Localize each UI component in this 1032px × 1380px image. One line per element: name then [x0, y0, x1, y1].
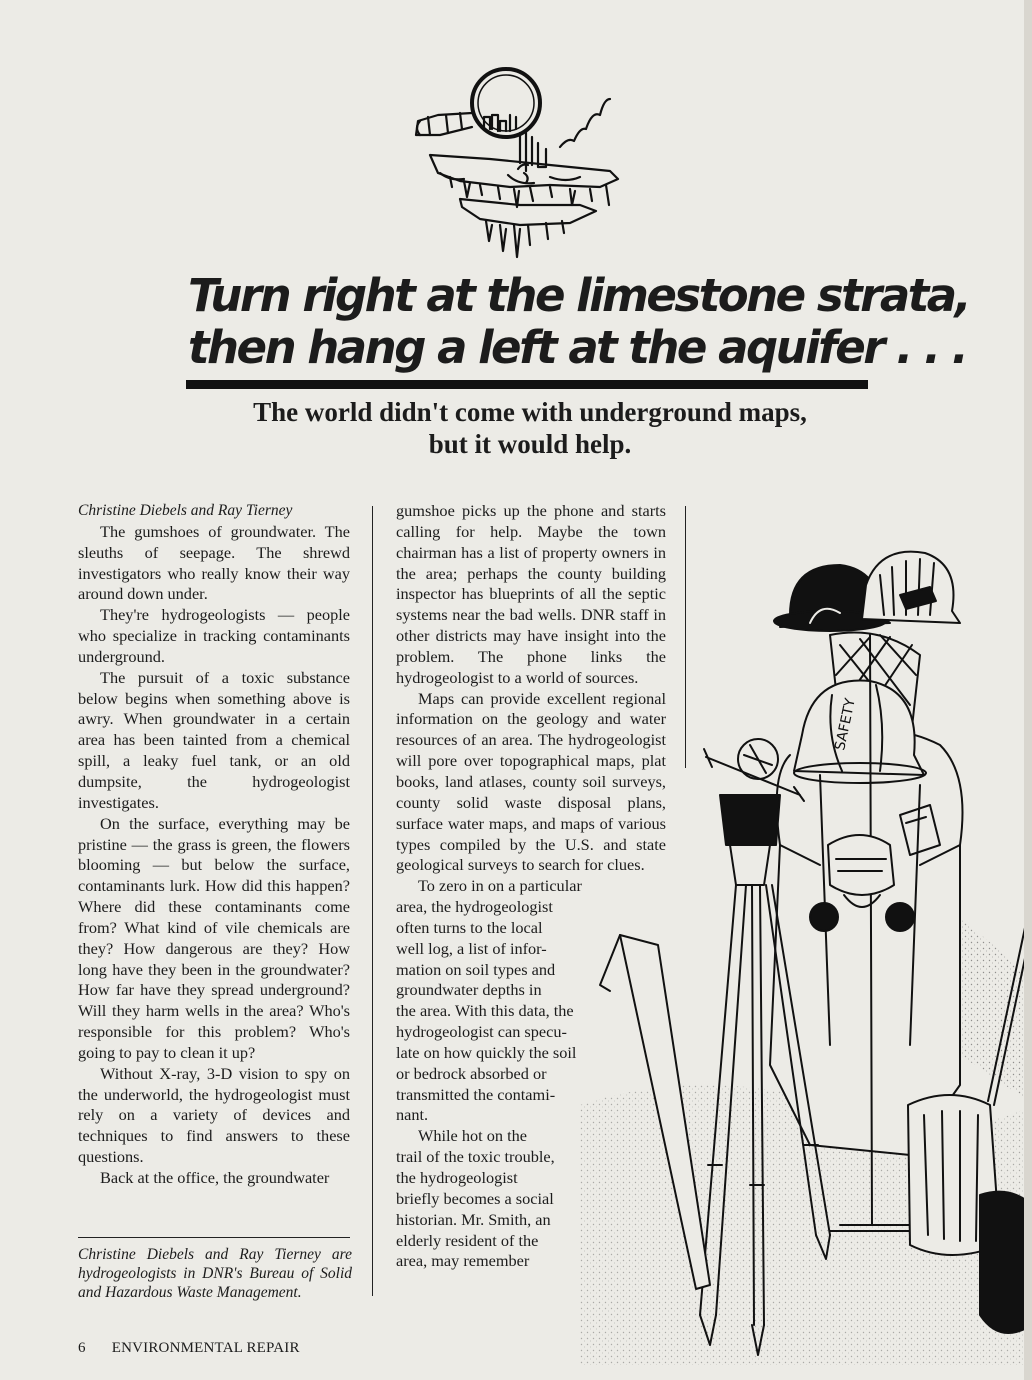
paragraph: They're hydrogeologists — people who specialize in tracking contaminants underground. — [78, 605, 350, 666]
paragraph: On the surface, everything may be pristine — the grass is green, the flowers blooming — but below the surface, contaminants lurk. How did this happen? Where did these contaminants come from? What kind of vile chemicals are they? How dangerous are they? How long have they been in the groundwater? How far have they spread underground? Will they harm wells in the area? Who's responsible for this problem? Who's going to pay to clean it up? — [78, 813, 350, 1062]
headline-line-2: then hang a left at the aquifer . . . — [188, 321, 967, 374]
text-line: late on how quickly the soil — [396, 1042, 577, 1062]
text-line: To zero in on a particular — [418, 876, 582, 896]
text-line: elderly resident of the — [396, 1230, 539, 1250]
article-column-left — [78, 501, 350, 1189]
text-line: briefly becomes a social — [396, 1188, 554, 1208]
author-bio: Christine Diebels and Ray Tierney are hydrogeologists in DNR's Bureau of Solid and Hazardous Waste Management. — [78, 1246, 352, 1301]
text-line: the area. With this data, the — [396, 1001, 574, 1021]
text-line: hydrogeologist can specu- — [396, 1022, 567, 1042]
paragraph: The pursuit of a toxic substance below begins when something above is awry. When groundwater in a certain area has been tainted from a chemical spill, a leaky fuel tank, or an old dumpsite, the hydrogeologist investigates. — [78, 667, 350, 812]
page-number: 6 — [78, 1340, 86, 1356]
bio-rule — [78, 1237, 350, 1238]
headline-line-1: Turn right at the limestone strata, — [188, 269, 970, 322]
paragraph: Back at the office, the groundwater — [100, 1168, 330, 1187]
magnifier-strata-illustration — [400, 55, 640, 260]
text-line: groundwater depths in — [396, 980, 542, 1000]
text-line: area, the hydrogeologist — [396, 897, 553, 917]
paragraph: gumshoe picks up the phone and starts calling for help. Maybe the town chairman has a list of property owners in the area; perhaps the county building inspector has blueprints of all the septic systems near the bad wells. DNR staff in other districts may have insight into the problem. The phone links the hydrogeologist to a world of sources. — [396, 501, 666, 687]
subheadline-line-2: but it would help. — [428, 429, 632, 459]
page-footer — [78, 1340, 326, 1357]
paragraph: The gumshoes of groundwater. The sleuths of seepage. The shrewd investigators who really know their way around down under. — [78, 521, 350, 604]
text-line: or bedrock absorbed or — [396, 1063, 547, 1083]
headline-rule — [186, 380, 868, 389]
paragraph: Without X-ray, 3-D vision to spy on the underworld, the hydrogeologist must rely on a variety of devices and techniques to find answers to these questions. — [78, 1063, 350, 1167]
text-line: the hydrogeologist — [396, 1168, 518, 1187]
subheadline-line-1: The world didn't come with underground maps, — [253, 397, 807, 427]
article-headline — [188, 269, 970, 374]
text-line: often turns to the local — [396, 917, 543, 937]
text-line: well log, a list of infor- — [396, 938, 547, 958]
text-line: mation on soil types and — [396, 959, 556, 979]
page-edge — [1024, 0, 1032, 1380]
article-subheadline — [180, 396, 880, 460]
text-line: trail of the toxic trouble, — [396, 1147, 555, 1167]
text-line: area, may remember — [396, 1251, 530, 1271]
text-line: transmitted the contami- — [396, 1084, 556, 1104]
text-line: nant. — [396, 1105, 429, 1125]
helmet-label: SAFETY — [832, 696, 859, 752]
section-name: ENVIRONMENTAL REPAIR — [111, 1340, 300, 1356]
field-equipment-illustration — [580, 545, 1032, 1365]
text-line: While hot on the — [418, 1126, 527, 1146]
paragraph: Maps can provide excellent regional information on the geology and water resources of an area. The hydrogeologist will pore over topographical maps, plat books, land atlases, county soil surveys, county solid waste disposal plans, surface water maps, and maps of various types compiled by the U.S. and state geological surveys to search for clues. — [396, 688, 666, 875]
column-divider — [372, 506, 373, 1296]
byline: Christine Diebels and Ray Tierney — [78, 502, 293, 519]
text-line: historian. Mr. Smith, an — [396, 1209, 551, 1229]
